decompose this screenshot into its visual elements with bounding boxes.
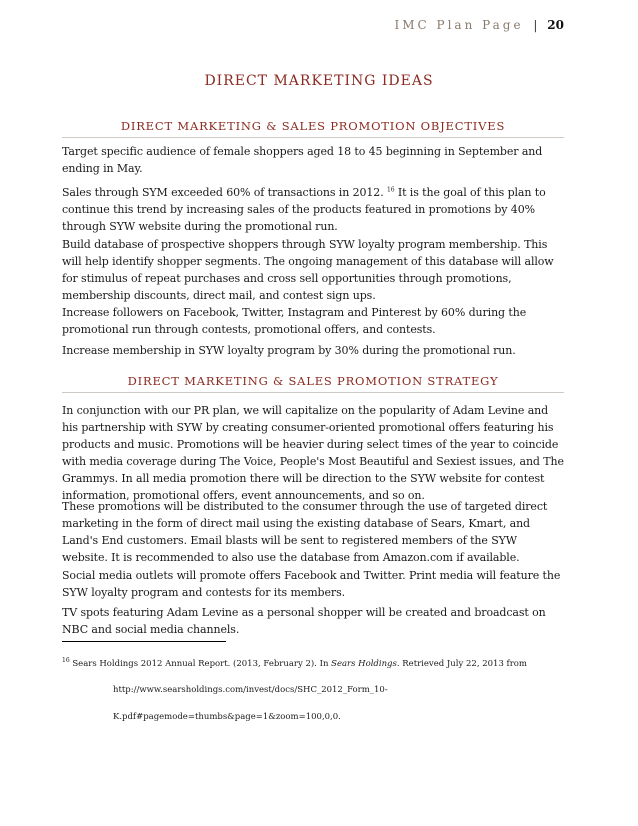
page-title: DIRECT MARKETING IDEAS [204, 73, 434, 89]
footnote [62, 658, 572, 670]
footnote-text: . Retrieved July 22, 2013 from [396, 659, 527, 669]
footnote-url-line: K.pdf#pagemode=thumbs&page=1&zoom=100,0,0. [113, 712, 341, 722]
strategy-paragraph: Social media outlets will promote offers Facebook and Twitter. Print media will feature the SYW loyalty program and contests for its members. [62, 569, 561, 599]
section-heading-strategy: DIRECT MARKETING & SALES PROMOTION STRATEGY [62, 374, 564, 393]
strategy-paragraph: These promotions will be distributed to the consumer through the use of targeted direct marketing in the form of direct mail using the existing database of Sears, Kmart, and Land's End customers. Email blasts will be sent to registered members of the SYW website. It is recommended to also use the database from Amazon.com if available. [62, 500, 548, 564]
strategy-paragraph: TV spots featuring Adam Levine as a personal shopper will be created and broadcast on NBC and social media channels. [62, 606, 546, 636]
strategy-paragraph: In conjunction with our PR plan, we will capitalize on the popularity of Adam Levine and his partnership with SYW by creating consumer-oriented promotional offers featuring his products and music. Promotions will be heavier during select times of the year to coincide with media coverage during The Voice, People's Most Beautiful and Sexiest issues, and The Grammys. In all media promotion there will be direction to the SYW website for contest information, promotional offers, event announcements, and so on. [62, 404, 564, 502]
section-heading-objectives: DIRECT MARKETING & SALES PROMOTION OBJECTIVES [62, 119, 564, 138]
footnote-ref: 16 [387, 186, 395, 194]
footnote-source: Sears Holdings [331, 659, 397, 669]
page-header [394, 18, 564, 32]
objective-paragraph: Target specific audience of female shoppers aged 18 to 45 beginning in September and ending in May. [62, 145, 543, 175]
page-number: 20 [547, 18, 564, 32]
footnote-number: 16 [62, 657, 70, 665]
objective-paragraph: Build database of prospective shoppers through SYW loyalty program membership. This will help identify shopper segments. The ongoing management of this database will allow for stimulus of repeat purchases and cross sell opportunities through promotions, membership discounts, direct mail, and contest sign ups. [62, 238, 554, 302]
header-separator: | [533, 18, 538, 32]
footnote-text: Sears Holdings 2012 Annual Report. (2013, February 2). In [69, 659, 332, 669]
objective-paragraph: Increase followers on Facebook, Twitter, Instagram and Pinterest by 60% during the promotional run through contests, promotional offers, and contests. [62, 306, 527, 336]
objective-paragraph: Increase membership in SYW loyalty program by 30% during the promotional run. [62, 344, 516, 357]
objective-paragraph [62, 184, 564, 235]
header-label: IMC Plan Page [394, 18, 524, 32]
footnote-divider [62, 641, 226, 642]
footnote-url-line: http://www.searsholdings.com/invest/docs/SHC_2012_Form_10- [113, 685, 388, 695]
paragraph-text: Sales through SYM exceeded 60% of transactions in 2012. [62, 186, 384, 199]
paragraph-text: It is the goal of this plan to continue this trend by increasing sales of the products featured in promotions by 40% through SYW website during the promotional run. [62, 186, 546, 233]
